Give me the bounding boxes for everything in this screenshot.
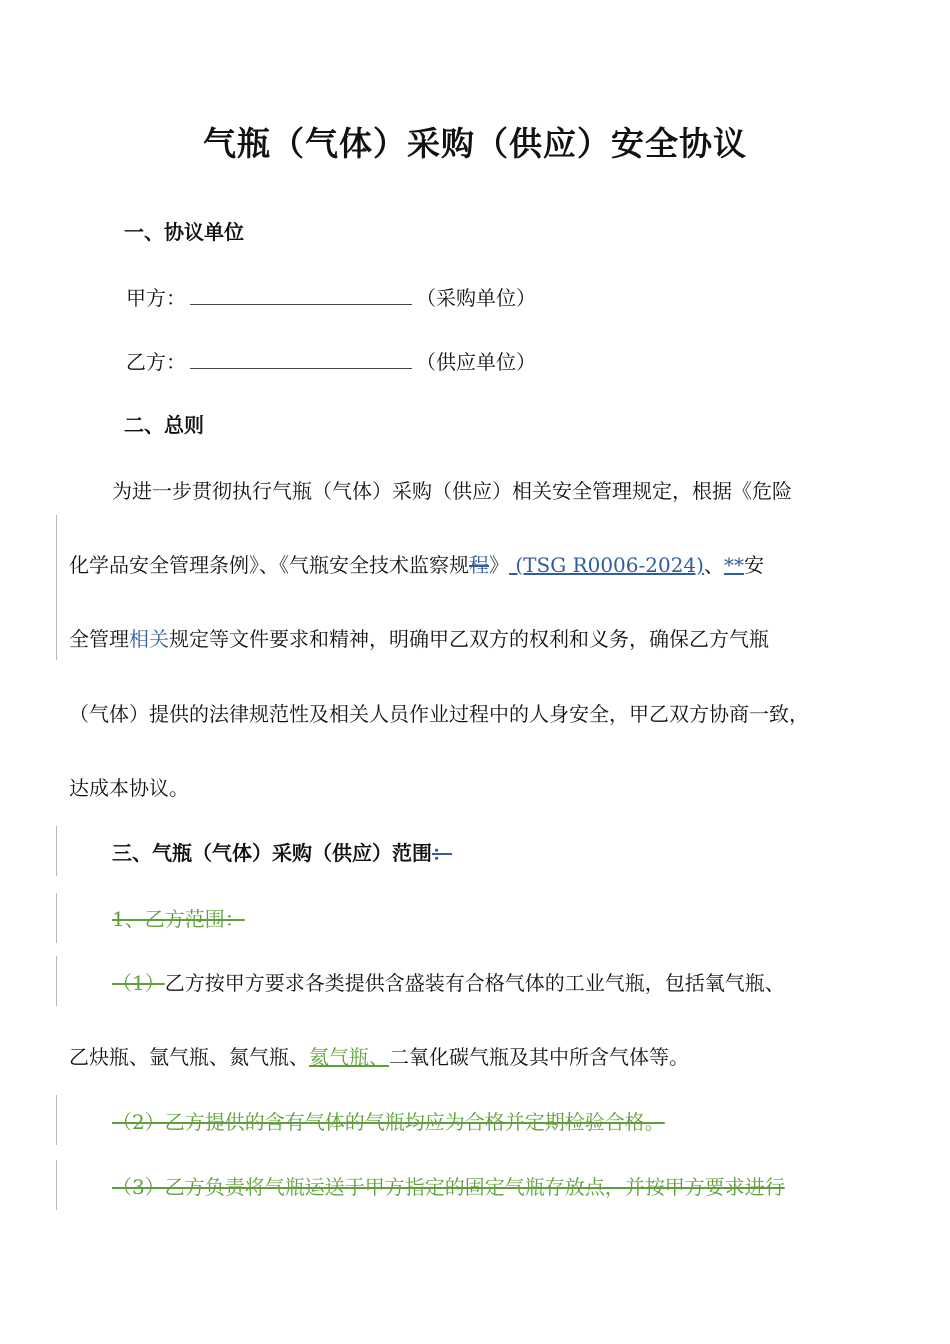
party-a-blank [190,282,412,305]
document-title: 气瓶（气体）采购（供应）安全协议 [203,124,747,163]
text-run: 乙方按甲方要求各类提供含盛装有合格气体的工业气瓶，包括氧气瓶、 [164,971,785,995]
text-run: 》 [489,553,509,577]
inserted-text: (TSG R0006-2024) [509,553,704,577]
change-bar [56,893,57,943]
scope-subheading-deleted: 1、乙方范围： [112,907,245,931]
scope-item-1-line-1 [112,968,785,998]
deleted-text: （1） [112,971,165,995]
party-b-label: 乙方： [126,350,186,374]
deleted-text: 程 [469,553,489,577]
inserted-text: 氦气瓶、 [309,1045,389,1069]
deleted-text: ： [432,841,452,865]
text-run: 二氧化碳气瓶及其中所含气体等。 [389,1045,689,1069]
scope-item-3-deleted: （3）乙方负责将气瓶运送于甲方指定的固定气瓶存放点，并按甲方要求进行 [112,1175,785,1199]
section-1-heading: 一、协议单位 [124,220,244,244]
general-paragraph-line-2 [69,550,764,580]
party-a-label: 甲方： [126,286,186,310]
section-3-heading [112,838,452,868]
section-2-heading: 二、总则 [124,413,204,437]
general-paragraph-line-4: （气体）提供的法律规范性及相关人员作业过程中的人身安全，甲乙双方协商一致， [69,702,809,726]
inserted-text: ** [723,553,744,577]
general-paragraph-line-5: 达成本协议。 [69,776,189,800]
change-bar [56,1160,57,1210]
text-run: 、 [703,553,724,577]
party-b-blank [190,346,412,369]
text-run: 规定等文件要求和精神，明确甲乙双方的权利和义务，确保乙方气瓶 [169,627,769,651]
text-run: 全管理 [69,627,129,651]
text-run: 化学品安全管理条例》、《气瓶安全技术监察规 [69,553,469,577]
scope-item-1-line-2 [69,1042,689,1072]
change-bar [56,1095,57,1145]
change-bar [56,956,57,1006]
change-bar [56,515,57,660]
general-paragraph-line-3 [69,624,769,654]
party-a-line [126,282,536,313]
change-bar [56,826,57,876]
text-run: 安 [743,553,764,577]
scope-item-2-deleted: （2）乙方提供的含有气体的气瓶均应为合格并定期检验合格。 [112,1110,665,1134]
inserted-text: 相关 [129,627,169,651]
party-a-note: （采购单位） [416,286,536,310]
party-b-note: （供应单位） [416,350,536,374]
text-run: 乙炔瓶、氩气瓶、氮气瓶、 [69,1045,309,1069]
section-3-heading-text: 三、气瓶（气体）采购（供应）范围 [112,841,432,865]
general-paragraph-line-1: 为进一步贯彻执行气瓶（气体）采购（供应）相关安全管理规定，根据《危险 [112,479,792,503]
party-b-line [126,346,536,377]
